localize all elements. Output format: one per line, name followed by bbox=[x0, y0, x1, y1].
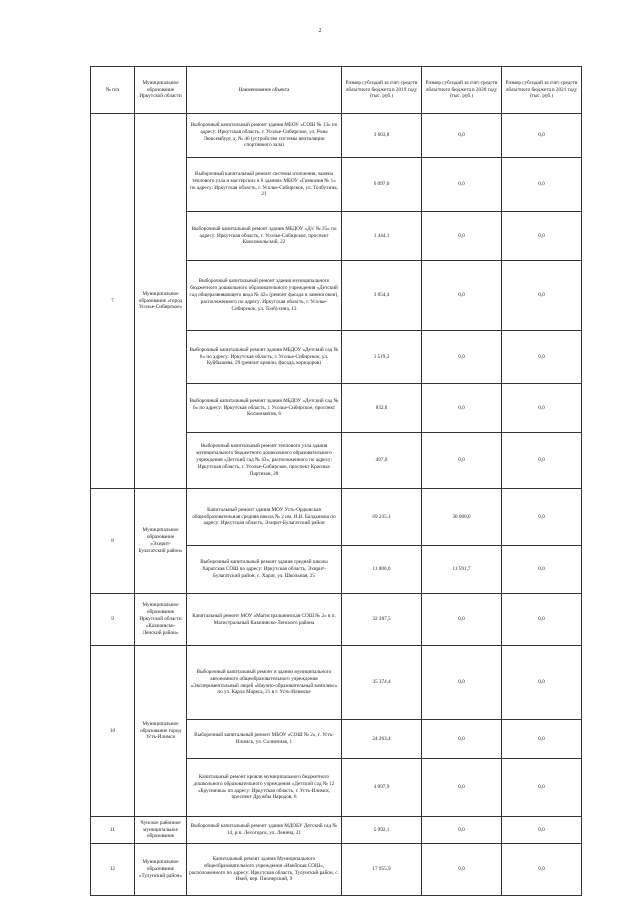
object-cell: Капитальный ремонт МОУ «Магистральнинская СОШ № 2» в п. Магистральный Казачинско-Ленского района bbox=[187, 594, 342, 646]
value-2020-cell: 0,0 bbox=[422, 594, 502, 646]
object-cell: Выборочный капитальный ремонт здания средней школы Харатская СОШ по адресу: Иркутская область, Эхирит-Булагатский район, с. Харат, ул. Школьная, 25 bbox=[187, 546, 342, 594]
header-2021: Размер субсидий за счет средств областного бюджета в 2021 году (тыс. руб.) bbox=[502, 67, 582, 114]
value-2019-cell: 3 663,8 bbox=[342, 114, 422, 158]
value-2020-cell: 30 000,0 bbox=[422, 489, 502, 546]
value-2019-cell: 4 097,9 bbox=[342, 759, 422, 817]
municipality-cell: Муниципальное образование «Эхирит-Булагатский район» bbox=[135, 489, 187, 594]
row-number: 12 bbox=[91, 844, 135, 896]
page-number: 2 bbox=[318, 28, 322, 34]
table-row bbox=[91, 594, 582, 646]
value-2020-cell: 0,0 bbox=[422, 261, 502, 331]
table-row bbox=[91, 646, 582, 720]
row-number: 10 bbox=[91, 646, 135, 817]
value-2021-cell: 0,0 bbox=[502, 594, 582, 646]
value-2021-cell: 0,0 bbox=[502, 114, 582, 158]
municipality-cell: Муниципальное образование «город Усолье-Сибирское» bbox=[135, 114, 187, 489]
value-2019-cell: 3 054,4 bbox=[342, 261, 422, 331]
value-2019-cell: 497,0 bbox=[342, 433, 422, 489]
row-number: 7 bbox=[91, 114, 135, 489]
table-row bbox=[91, 489, 582, 546]
subsidy-table bbox=[90, 66, 582, 896]
value-2021-cell: 0,0 bbox=[502, 720, 582, 759]
value-2019-cell: 6 097,0 bbox=[342, 158, 422, 212]
object-cell: Выборочный капитальный ремонт здания муниципального бюджетного дошкольного образовательного учреждения «Детский сад общеразвивающего вида № 42» (ремонт фасада и замена окон), расположенного по адресу: Иркутская область, г. Усолье-Сибирское, ул. Толбухина, 13 bbox=[187, 261, 342, 331]
value-2020-cell: 0,0 bbox=[422, 720, 502, 759]
value-2019-cell: 35 374,4 bbox=[342, 646, 422, 720]
value-2021-cell: 0,0 bbox=[502, 212, 582, 261]
value-2020-cell: 0,0 bbox=[422, 212, 502, 261]
table-row bbox=[91, 114, 582, 158]
value-2021-cell: 0,0 bbox=[502, 546, 582, 594]
header-object: Наименование объекта bbox=[187, 67, 342, 114]
municipality-cell: Муниципальное образование Иркутской области «Казачинско-Ленский район» bbox=[135, 594, 187, 646]
value-2019-cell: 832,0 bbox=[342, 384, 422, 433]
value-2019-cell: 11 000,0 bbox=[342, 546, 422, 594]
value-2019-cell: 1 444,1 bbox=[342, 212, 422, 261]
table-body bbox=[91, 114, 582, 896]
municipality-cell: Чунское районное муниципальное образование bbox=[135, 817, 187, 844]
header-2019: Размер субсидий за счет средств областного бюджета в 2019 году (тыс. руб.) bbox=[342, 67, 422, 114]
header-num: № п/п bbox=[91, 67, 135, 114]
object-cell: Капитальный ремонт здания МОУ Усть-Ордынская общеобразовательная средняя школа № 2 им. И.В. Балдынова по адресу: Иркутская область, Эхирит-Булагатский район bbox=[187, 489, 342, 546]
table-header-row bbox=[91, 67, 582, 114]
object-cell: Выборочный капитальный ремонт здания МБОУ «СОШ № 13» по адресу: Иркутская область, г. Усолье-Сибирское, ул. Розы Люксембург, д. № 46 (устройство системы вентиляции спортивного зала) bbox=[187, 114, 342, 158]
value-2021-cell: 0,0 bbox=[502, 759, 582, 817]
table-row bbox=[91, 817, 582, 844]
value-2021-cell: 0,0 bbox=[502, 261, 582, 331]
municipality-cell: Муниципальное образование город Усть-Илимск bbox=[135, 646, 187, 817]
value-2021-cell: 0,0 bbox=[502, 844, 582, 896]
value-2020-cell: 0,0 bbox=[422, 158, 502, 212]
value-2021-cell: 0,0 bbox=[502, 331, 582, 384]
value-2020-cell: 0,0 bbox=[422, 646, 502, 720]
object-cell: Выборочный капитальный ремонт здания МБДОУ «Д/с № 25» по адресу: Иркутская область, г. Усолье-Сибирское, проспект Комсомольский, 22 bbox=[187, 212, 342, 261]
value-2019-cell: 17 955,9 bbox=[342, 844, 422, 896]
header-2020: Размер субсидий за счет средств областного бюджета в 2020 году (тыс. руб.) bbox=[422, 67, 502, 114]
object-cell: Выборочный капитальный ремонт в здании муниципального автономного общеобразовательного учреждения «Экспериментальный лицей «Научно-образовательный комплекс» по ул. Карла Маркса, 21 в г. Усть-Илимске bbox=[187, 646, 342, 720]
value-2020-cell: 0,0 bbox=[422, 817, 502, 844]
object-cell: Выборочный капитальный ремонт системы отопления, замена теплового узла и мастерских в 6 зданиях МБОУ «Гимназия № 1» по адресу: Иркутская область, г. Усолье-Сибирское, ул. Толбухина, 21 bbox=[187, 158, 342, 212]
value-2019-cell: 69 235,1 bbox=[342, 489, 422, 546]
value-2021-cell: 0,0 bbox=[502, 489, 582, 546]
value-2020-cell: 0,0 bbox=[422, 114, 502, 158]
value-2020-cell: 0,0 bbox=[422, 759, 502, 817]
object-cell: Капитальный ремонт здания Муниципального общеобразовательного учреждения «Икейская СОШ», расположенного по адресу: Иркутская область, Тулунский район, с. Икей, пер. Пионерский, 9 bbox=[187, 844, 342, 896]
object-cell: Выборочный капитальный ремонт здания МДОБУ Детский сад № 14, р.п. Лесогорск, ул. Ленина, 21 bbox=[187, 817, 342, 844]
municipality-cell: Муниципальное образование «Тулунский район» bbox=[135, 844, 187, 896]
row-number: 9 bbox=[91, 594, 135, 646]
row-number: 11 bbox=[91, 817, 135, 844]
value-2021-cell: 0,0 bbox=[502, 384, 582, 433]
header-municipality: Муниципальное образование Иркутской области bbox=[135, 67, 187, 114]
object-cell: Выборочный капитальный ремонт здания МБДОУ «Детский сад № 8» по адресу: Иркутская область, г. Усолье-Сибирское, ул. Куйбышева, 29 (ремонт кровли, фасада, коридоров) bbox=[187, 331, 342, 384]
row-number: 8 bbox=[91, 489, 135, 594]
object-cell: Капитальный ремонт кровли муниципального бюджетного дошкольного образовательного учреждения «Детский сад № 12 «Брусничка» по адресу: Иркутская область, г. Усть-Илимск, проспект Дружбы Народов, 6 bbox=[187, 759, 342, 817]
value-2021-cell: 0,0 bbox=[502, 433, 582, 489]
value-2020-cell: 11 591,7 bbox=[422, 546, 502, 594]
value-2019-cell: 1 519,2 bbox=[342, 331, 422, 384]
value-2020-cell: 0,0 bbox=[422, 384, 502, 433]
value-2019-cell: 24 263,4 bbox=[342, 720, 422, 759]
object-cell: Выборочный капитальный ремонт здания МБДОУ «Детский сад № 6» по адресу: Иркутская область, г. Усолье-Сибирское, проспект Космонавтов, 6 bbox=[187, 384, 342, 433]
value-2020-cell: 0,0 bbox=[422, 331, 502, 384]
value-2020-cell: 0,0 bbox=[422, 433, 502, 489]
value-2021-cell: 0,0 bbox=[502, 646, 582, 720]
value-2020-cell: 0,0 bbox=[422, 844, 502, 896]
value-2021-cell: 0,0 bbox=[502, 158, 582, 212]
value-2019-cell: 32 287,5 bbox=[342, 594, 422, 646]
object-cell: Выборочный капитальный ремонт теплового узла здания муниципального бюджетного дошкольного образовательного учреждения «Детский сад № 43», расположенного по адресу: Иркутская область, г. Усолье-Сибирское, проспект Красных Партизан, 28 bbox=[187, 433, 342, 489]
value-2019-cell: 5 092,1 bbox=[342, 817, 422, 844]
value-2021-cell: 0,0 bbox=[502, 817, 582, 844]
object-cell: Выборочный капитальный ремонт МБОУ «СОШ № 2», г. Усть-Илимск, ул. Солнечная, 1 bbox=[187, 720, 342, 759]
table-row bbox=[91, 844, 582, 896]
